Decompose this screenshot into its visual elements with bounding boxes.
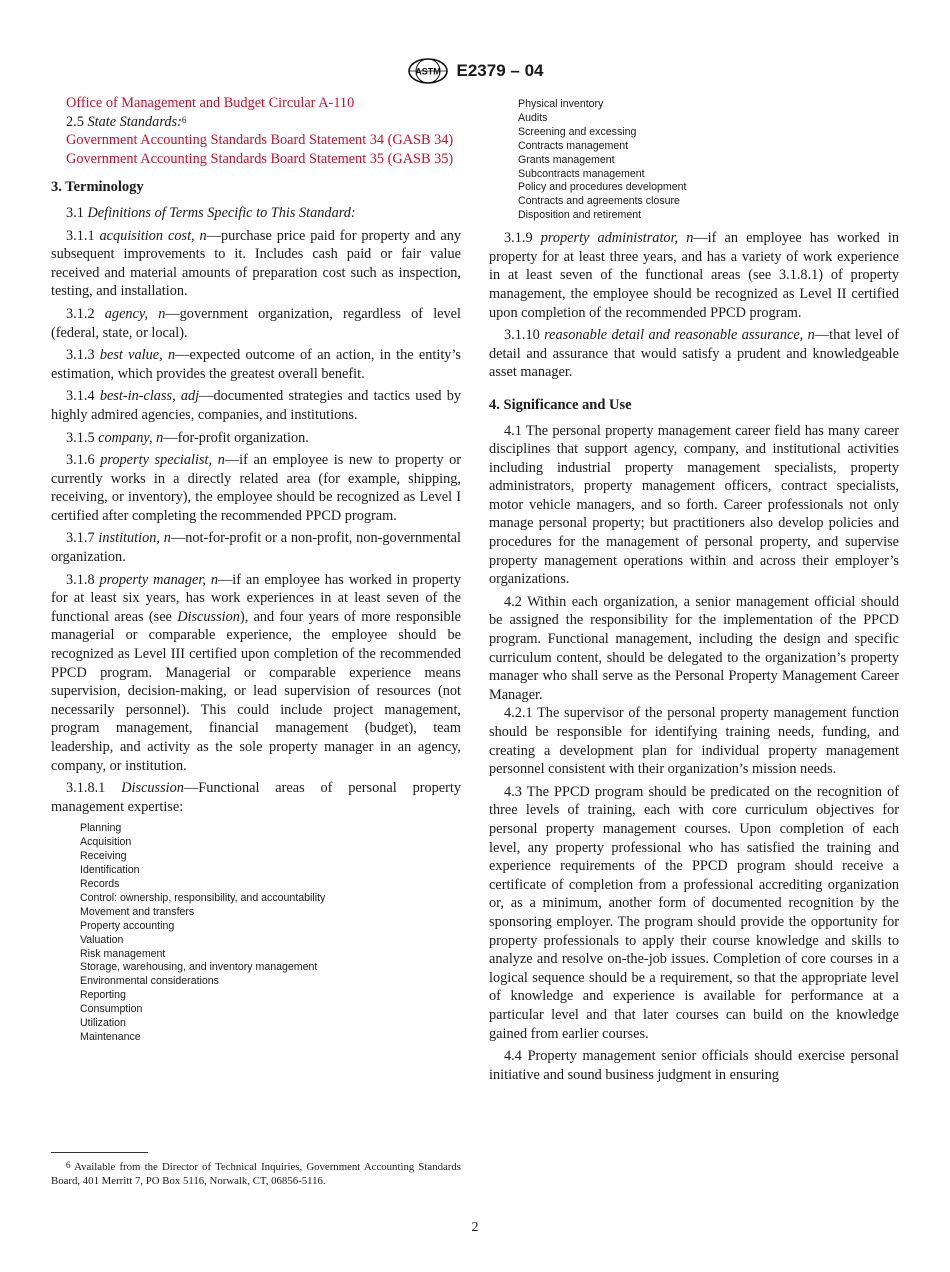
footnote-ref[interactable]: 6 [181,114,187,125]
reference-link[interactable]: Government Accounting Standards Board Statement 35 (GASB 35) [66,150,454,167]
paragraph: 3.1.10 reasonable detail and reasonable assurance, n—that level of detail and assurance that would satisfy a prudent and knowledgeable asset manager. [489,327,899,381]
paragraph: 3.1.8.1 Discussion—Functional areas of personal property management expertise: [51,780,462,815]
list-item: Records [80,878,120,890]
list-item: Planning [80,822,122,835]
list-item: Policy and procedures development [518,181,687,194]
list-item: Environmental considerations [80,975,219,988]
list-item: Contracts and agreements closure [518,195,680,208]
svg-text:ASTM: ASTM [414,66,441,77]
page-number: 2 [471,1220,479,1235]
footnote: $^6$ Available from the Director of Technical Inquiries, Government Accounting Standards Board, 401 Merritt 7, PO Box 5116, Norwalk, CT, 06856-5116. [51,1160,462,1187]
term-definition: 3.1.1 acquisition cost, n—purchase price paid for property and any subsequent improvements to it. Includes cash paid or fair value received and material amounts of preparation cost such as inspection, testing, and installation. [51,227,461,300]
terms-list [51,227,461,567]
list-item: Acquisition [80,836,132,849]
footnote-rule [51,1152,148,1153]
section-heading: 3. Terminology [51,179,144,196]
paragraph: 3.1.8 property manager, n—if an employee has worked in property for at least six years, has work experiences in at least seven of the functional areas (see Discussion), and four years of more responsible managerial or comparable experience, the employee should be recognized as Level III certified upon completion of the recommended PPCD program. Managerial or comparable experience means supervision, decision-making, or lead supervision of resources (not necessarily personnel). This could include project management, program management, financial management (budget), team leadership, and activity as the sole property manager in an agency, company, or institution. [51,571,461,774]
list-item: Reporting [80,989,126,1002]
functional-areas-list [80,822,461,1045]
term-definition: 3.1.6 property specialist, n—if an employee is new to property or currently works in a directly related area (for example, shipping, receiving, or inventory), the employee should be recognized as Level I certified after completing the recommended PPCD program. [51,452,461,524]
paragraph: 3.1 Definitions of Terms Specific to This Standard: [66,204,356,221]
astm-logo-icon [407,58,449,84]
paragraph: 4.1 The personal property management career field has many career disciplines that support agency, company, and institutional activities including industrial property management specialists, property administrators, property management officers, contract specialists, motor vehicle managers, and so forth. Career professionals not only manage personal property; but practitioners also develop policies and procedures for the management of personal property, and supervise property management operations within and across their employer’s organizations. [489,422,899,588]
right-column [489,98,899,1088]
term-definition: 3.1.4 best-in-class, adj—documented strategies and tactics used by highly admired agencies, companies, and institutions. [51,388,462,423]
term-definition: 3.1.7 institution, n—not-for-profit or a non-profit, non-governmental organization. [51,530,461,566]
list-item: Screening and excessing [518,125,637,138]
list-item: Identification [80,864,140,877]
term-definition: 3.1.5 company, n—for-profit organization. [66,429,309,446]
reference-link[interactable]: Government Accounting Standards Board Statement 34 (GASB 34) [66,132,454,149]
list-item: Subcontracts management [518,167,645,180]
list-item: Control: ownership, responsibility, and accountability [80,891,326,904]
list-item: Contracts management [518,139,629,152]
list-item: Storage, warehousing, and inventory management [80,961,318,974]
page-header [0,58,950,84]
list-item: Disposition and retirement [518,209,642,222]
section-2-5: 2.5 State Standards:$^6$ [66,113,187,130]
term-definition: 3.1.2 agency, n—government organization, regardless of level (federal, state, or local). [51,305,461,341]
list-item: Utilization [80,1017,126,1030]
list-item: Movement and transfers [80,905,195,918]
list-item: Receiving [80,850,127,863]
left-column [51,94,461,1045]
list-item: Consumption [80,1003,143,1016]
list-item: Audits [518,111,548,124]
section-heading: 4. Significance and Use [489,396,632,413]
list-item: Risk management [80,947,166,960]
paragraph: 4.2 Within each organization, a senior management official should be assigned the responsibility for the implementation of the PPCD program. Functional management, including the design and specific curriculum content, should be delegated to the organization’s property manager who shall serve as the Personal Property Management Career Manager. [489,593,899,703]
standard-designation: E2379 – 04 [456,61,544,80]
reference-link[interactable]: Office of Management and Budget Circular A-110 [66,95,355,111]
list-item: Maintenance [80,1030,141,1043]
paragraph: 4.4 Property management senior officials should exercise personal initiative and sound business judgment in ensuring [489,1048,899,1083]
list-item: Valuation [80,933,124,946]
term-definition: 3.1.3 best value, n—expected outcome of an action, in the entity’s estimation, which provides the greatest overall benefit. [51,347,461,382]
functional-areas-list-continued [518,98,899,223]
list-item: Physical inventory [518,98,604,110]
list-item: Grants management [518,153,615,166]
list-item: Property accounting [80,919,175,932]
section-4-paragraphs [489,422,899,1085]
paragraph: 4.2.1 The supervisor of the personal property management function should be responsible for identifying training needs, funding, and creating a development plan for individual property management personnel consistent with their organization’s mission needs. [489,705,899,778]
paragraph: 3.1.9 property administrator, n—if an employee has worked in property for at least three years, and has a variety of work experience in at least seven of the functional areas (see 3.1.8.1) of property management, the employee should be recognized as Level II certified upon completion of the recommended PPCD program. [489,230,899,321]
paragraph: 4.3 The PPCD program should be predicated on the recognition of three levels of training, each with core curriculum objectives for personal property management courses. Upon completion of each level, any property professional who has satisfied the training and experience requirements of the PPCD program should receive a certificate of completion from a professional accrediting organization or, as a minimum, another form of documented recognition by the sponsoring employer. The program should provide the opportunity for property professionals to apply their course knowledge and skills to analyze and resolve on-the-job issues. Completion of core courses in a logical sequence should be a requirement, so that the appropriate level of knowledge and experience is available for performance at a particular level and that later courses can build on the knowledge gained from earlier courses. [489,783,899,1042]
